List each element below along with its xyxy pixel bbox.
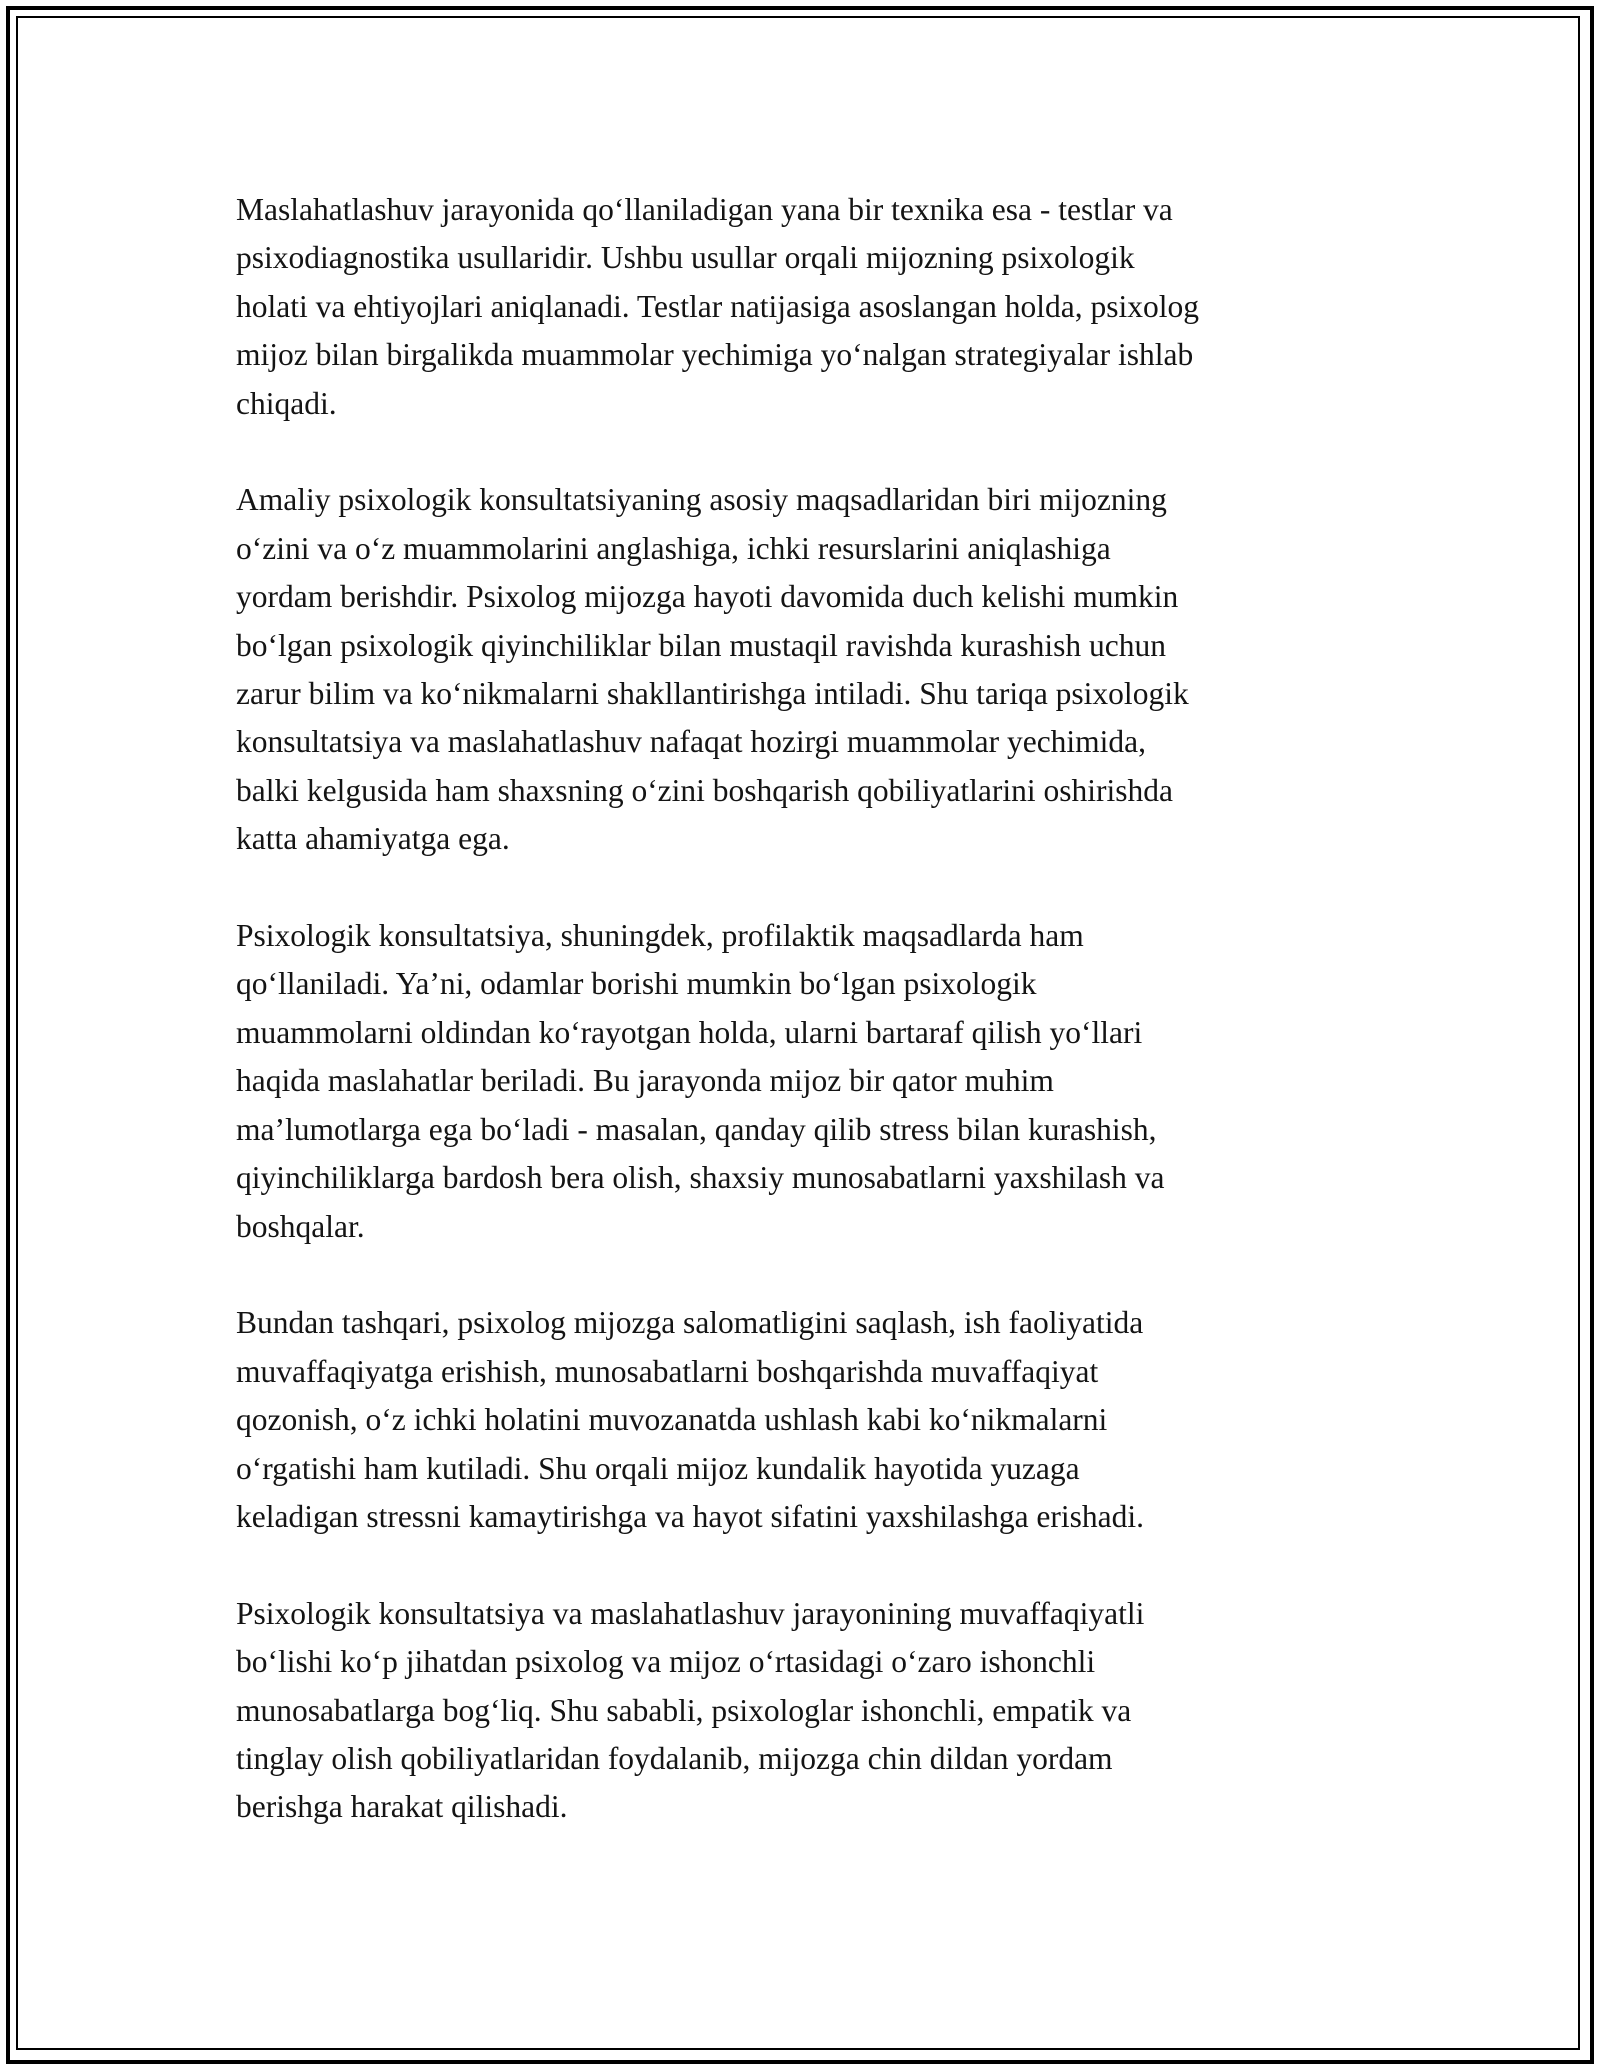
text-line: yordam berishdir. Psixolog mijozga hayoti davomida duch kelishi mumkin: [236, 579, 1179, 615]
text-line: psixodiagnostika usullaridir. Ushbu usullar orqali mijozning psixologik: [236, 240, 1135, 276]
text-line: tinglay olish qobiliyatlaridan foydalanib, mijozga chin dildan yordam: [236, 1740, 1113, 1776]
text-line: Amaliy psixologik konsultatsiyaning asosiy maqsadlaridan biri mijozning: [236, 482, 1167, 518]
text-line: keladigan stressni kamaytirishga va hayot sifatini yaxshilashga erishadi.: [236, 1498, 1145, 1534]
text-line: ma’lumotlarga ega bo‘ladi - masalan, qanday qilib stress bilan kurashish,: [236, 1111, 1157, 1147]
text-line: Maslahatlashuv jarayonida qo‘llaniladigan yana bir texnika esa - testlar va: [236, 192, 1173, 227]
paragraph-2: [236, 476, 1376, 863]
text-line: mijoz bilan birgalikda muammolar yechimiga yo‘nalgan strategiyalar ishlab: [236, 337, 1194, 373]
text-line: konsultatsiya va maslahatlashuv nafaqat hozirgi muammolar yechimida,: [236, 724, 1147, 760]
text-line: bo‘lgan psixologik qiyinchiliklar bilan mustaqil ravishda kurashish uchun: [236, 627, 1166, 663]
text-line: balki kelgusida ham shaxsning o‘zini boshqarish qobiliyatlarini oshirishda: [236, 772, 1173, 808]
text-line: boshqalar.: [236, 1208, 365, 1244]
text-line: munosabatlarga bog‘liq. Shu sababli, psixologlar ishonchli, empatik va: [236, 1692, 1132, 1728]
paragraph-1: [236, 186, 1376, 428]
text-line: o‘zini va o‘z muammolarini anglashiga, ichki resurslarini aniqlashiga: [236, 530, 1111, 566]
text-line: muammolarni oldindan ko‘rayotgan holda, ularni bartaraf qilish yo‘llari: [236, 1014, 1143, 1050]
text-line: haqida maslahatlar beriladi. Bu jarayonda mijoz bir qator muhim: [236, 1063, 1054, 1099]
text-line: bo‘lishi ko‘p jihatdan psixolog va mijoz o‘rtasidagi o‘zaro ishonchli: [236, 1644, 1096, 1680]
text-line: Bundan tashqari, psixolog mijozga salomatligini saqlash, ish faoliyatida: [236, 1305, 1144, 1341]
text-line: qo‘llaniladi. Ya’ni, odamlar borishi mumkin bo‘lgan psixologik: [236, 966, 1037, 1002]
text-line: qiyinchiliklarga bardosh bera olish, shaxsiy munosabatlarni yaxshilash va: [236, 1160, 1165, 1196]
text-line: berishga harakat qilishadi.: [236, 1789, 568, 1825]
text-line: zarur bilim va ko‘nikmalarni shakllantirishga intiladi. Shu tariqa psixologik: [236, 676, 1189, 712]
text-line: chiqadi.: [236, 385, 337, 421]
text-line: Psixologik konsultatsiya va maslahatlashuv jarayonining muvaffaqiyatli: [236, 1595, 1145, 1631]
text-line: qozonish, o‘z ichki holatini muvozanatda ushlash kabi ko‘nikmalarni: [236, 1402, 1108, 1438]
text-line: o‘rgatishi ham kutiladi. Shu orqali mijoz kundalik hayotida yuzaga: [236, 1450, 1080, 1486]
text-line: katta ahamiyatga ega.: [236, 821, 510, 857]
paragraph-3: [236, 912, 1376, 1251]
text-line: Psixologik konsultatsiya, shuningdek, profilaktik maqsadlarda ham: [236, 918, 1084, 954]
document-body: [236, 186, 1376, 1880]
paragraph-4: [236, 1299, 1376, 1541]
paragraph-5: [236, 1590, 1376, 1832]
text-line: holati va ehtiyojlari aniqlanadi. Testlar natijasiga asoslangan holda, psixolog: [236, 288, 1199, 324]
text-line: muvaffaqiyatga erishish, munosabatlarni boshqarishda muvaffaqiyat: [236, 1353, 1099, 1389]
